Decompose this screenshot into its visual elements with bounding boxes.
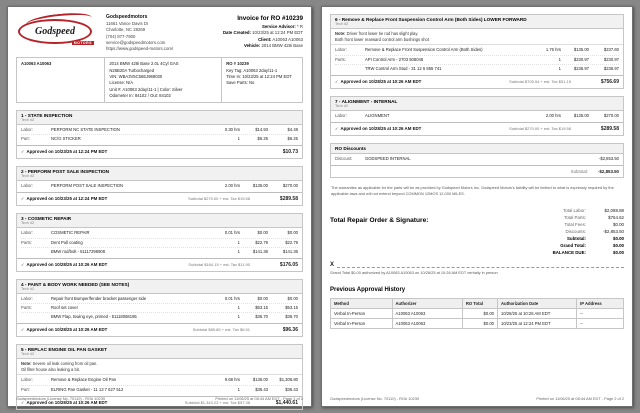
row-rate: $14.93 — [255, 127, 268, 133]
row-qty: 1 — [237, 136, 240, 142]
section-header — [331, 144, 623, 154]
footer-shop-info: Godspeedmotors (License No. 70110) - RO# 10239 — [330, 396, 420, 401]
approved-row — [331, 122, 623, 135]
info-ro-cell — [222, 58, 302, 102]
company-email: service@godspeedmotors.com — [106, 39, 166, 45]
note-line-2: Oil filter house also leaking a bit. — [21, 366, 80, 372]
row-desc: API Control Arm - 2703 508048 — [365, 56, 424, 62]
section-tech: Tech #2 — [335, 103, 349, 108]
total-parts-row — [504, 214, 624, 221]
total-value: $0.00 — [613, 242, 624, 248]
row-total: $36.43 — [285, 386, 298, 392]
row-desc: NC/G STICKER — [51, 136, 81, 142]
service-section-3 — [16, 213, 303, 271]
labor-row — [21, 182, 298, 190]
part-row — [21, 247, 298, 256]
row-rate: $135.00 — [252, 183, 268, 189]
vehicle-unit: Unit #: A10063 2day/11-1 | Color: Silver — [109, 86, 183, 92]
row-desc: BMW rod/bolt - 51117298908 — [51, 248, 106, 254]
total-value: $0.00 — [613, 221, 624, 227]
warranty-disclaimer: The warranties as applicable for the parts will be as provided by Godspeed Motors Inc. Godspeed Motors's liability will be limited to what is expressly required by the applicable laws and will not extend beyond COMMON 12MOS 12,000 MILES. — [331, 184, 614, 196]
ro-time-in: Time In: 10/23/25 at 12:24 PM EDT — [226, 73, 292, 79]
row-rate: $53.15 — [255, 304, 268, 310]
section-header — [17, 214, 302, 228]
subtotal-note: Subtotal $1,343.23 + est. Tax $97.38 — [184, 399, 250, 405]
part-row — [21, 134, 298, 143]
discounts-row — [504, 228, 624, 235]
service-section-4 — [16, 279, 303, 337]
row-qty: 1.76 hrs — [545, 47, 561, 53]
row-rate: $236.97 — [573, 65, 589, 71]
invoice-page-1 — [7, 6, 312, 407]
total-label: Grand Total: — [560, 242, 586, 248]
row-total: $0.00 — [287, 230, 298, 236]
check-icon: ✓ — [21, 149, 25, 155]
vehicle-desc: 2014 BMW 428i Base 2.0L 4Cyl GAS — [109, 61, 179, 67]
total-value: -$2,853.50 — [603, 228, 624, 234]
discount-subtotal-value: -$2,853.50 — [598, 168, 619, 174]
check-icon: ✓ — [21, 196, 25, 202]
row-rate: $22.79 — [255, 239, 268, 245]
section-header — [17, 280, 302, 294]
section-note — [17, 359, 302, 375]
row-desc: Dent Pull coating — [51, 239, 83, 245]
approved-row — [17, 145, 302, 158]
section-title: 2 - PERFORM POST SALE INSPECTION — [21, 169, 110, 175]
discount-subtotal-row — [331, 165, 623, 177]
ro-keytag: Key Tag: A10063 2day/11-1 — [226, 67, 278, 73]
total-value: $0.00 — [613, 235, 624, 241]
approval-history-header-row — [331, 298, 624, 308]
cell-ip: -- — [577, 308, 624, 318]
invoice-header — [16, 14, 303, 52]
discount-row — [335, 155, 619, 163]
row-rate: $135.00 — [573, 112, 589, 118]
section-total: $176.05 — [279, 261, 298, 268]
ro-info-grid — [16, 57, 303, 103]
date-created-label: Date Created: — [222, 30, 251, 36]
subtotal-row — [504, 235, 624, 242]
signature-x: X — [330, 261, 335, 268]
footer-shop-info: Godspeedmotors (License No. 70110) - RO# 10239 — [16, 396, 106, 401]
labor-row — [21, 295, 298, 303]
vehicle-engine: N26B20A Turbocharged — [109, 67, 155, 73]
approved-text: Approved on 10/28/25 at 10:26 AM EDT — [26, 399, 108, 405]
totals-title: Total Repair Order & Signature: — [330, 216, 429, 224]
approved-text: Approved on 10/28/25 at 10:26 AM EDT — [340, 125, 422, 131]
total-label: Discounts: — [565, 228, 586, 234]
info-vehicle-cell — [105, 58, 222, 102]
row-total: $36.70 — [285, 313, 298, 319]
cell-ro-total: $0.00 — [462, 318, 497, 328]
section-header — [331, 15, 623, 29]
row-qty: 1 — [237, 386, 240, 392]
row-qty: 9.68 hrs — [224, 377, 240, 383]
row-rate: $141.36 — [252, 248, 268, 254]
row-desc: Remove & Replace Front Suspension Control Arm (Both Sides) — [365, 47, 483, 53]
approval-history-row — [331, 318, 624, 328]
section-title: 3 - COSMETIC REPAIR — [21, 216, 72, 222]
row-kind: Part: — [21, 386, 30, 392]
authorization-note: Grand Total $0.00 authorized by A10063 A10063 on 10/28/25 at 10:26 AM EDT verbally in person — [330, 269, 498, 275]
part-row — [21, 238, 298, 247]
row-desc: ELRING Pan Gasket - 11 13 7 627 512 — [51, 386, 124, 392]
cell-method: Verbal In-Person — [331, 308, 393, 318]
godspeed-logo-icon — [16, 14, 100, 48]
row-desc: COSMETIC REPAIR — [51, 230, 90, 236]
section-total: $289.58 — [600, 125, 619, 132]
row-desc: Remove & Replace Engine Oil Pan — [51, 377, 117, 383]
section-tech: Tech #2 — [335, 22, 349, 26]
row-kind — [335, 66, 365, 72]
row-qty: 2.00 hrs — [545, 112, 561, 118]
total-value: $0.00 — [613, 249, 624, 255]
row-desc: PERFORM POST SALE INSPECTION — [51, 183, 124, 189]
total-label: BALANCE DUE: — [552, 249, 586, 255]
grand-total-row — [504, 242, 624, 249]
section-header — [17, 167, 302, 181]
row-total: $6.25 — [287, 136, 298, 142]
section-rows — [331, 45, 623, 74]
row-qty: 1 — [558, 65, 561, 71]
approval-history-title: Previous Approval History — [330, 286, 406, 293]
part-row — [21, 312, 298, 321]
total-label: Total Fees: — [564, 221, 586, 227]
row-kind: Labor: — [335, 112, 347, 118]
invoice-page-2 — [321, 6, 633, 407]
row-desc: BMW Flap, towing eye, primed - 51118068195 — [51, 313, 137, 319]
row-desc: Roof set cover — [51, 304, 78, 310]
row-total: $22.79 — [285, 239, 298, 245]
total-value: $764.62 — [608, 214, 624, 220]
section-header — [331, 97, 623, 111]
cell-ro-total: $0.00 — [462, 308, 497, 318]
section-total: $289.58 — [279, 196, 298, 203]
row-total: $270.00 — [603, 112, 619, 118]
row-desc: GODSPEED INTERNAL — [365, 155, 411, 161]
row-total: $237.60 — [603, 47, 619, 53]
company-address-2: Charlotte, NC 28269 — [106, 27, 146, 33]
row-rate: $0.00 — [257, 295, 268, 301]
labor-row — [335, 112, 619, 120]
row-total: $1,306.80 — [279, 377, 298, 383]
row-rate: $36.70 — [255, 313, 268, 319]
service-section-2 — [16, 166, 303, 206]
approved-text: Approved on 10/28/25 at 10:26 AM EDT — [340, 78, 422, 84]
approved-text: Approved on 10/28/25 at 10:26 AM EDT — [26, 261, 108, 267]
section-header — [17, 345, 302, 359]
approval-history-row — [331, 308, 624, 318]
company-address-1: 11661 Vance Davis Dr — [106, 21, 149, 27]
row-total: $236.97 — [603, 65, 619, 71]
approved-text: Approved on 10/28/25 at 10:26 AM EDT — [26, 326, 108, 332]
section-tech: Tech #2 — [21, 174, 35, 179]
row-desc: PERFORM NC STATE INSPECTION — [51, 127, 120, 133]
signature-dash-line — [337, 262, 624, 268]
total-fees-row — [504, 221, 624, 228]
part-row — [335, 64, 619, 73]
vehicle-vin: VIN: WBA3V5C56EJ969030 — [109, 73, 163, 79]
subtotal-note: Subtotal $164.15 + est. Tax $11.90 — [188, 261, 250, 267]
invoice-title: Invoice for RO #10239 — [237, 15, 303, 22]
section-total: $96.36 — [282, 326, 298, 333]
note-label: Note: — [21, 360, 32, 366]
row-rate: $0.00 — [257, 230, 268, 236]
cell-auth-date: 10/28/25 at 10:26 AM EDT — [497, 308, 576, 318]
total-label: Total Labor: — [563, 207, 586, 213]
section-note — [331, 29, 623, 45]
section-rows — [17, 181, 302, 192]
discounts-title: RO Discounts — [335, 145, 366, 151]
company-block — [100, 14, 205, 52]
row-total: $141.36 — [282, 248, 298, 254]
service-section-1 — [16, 110, 303, 159]
client-value: A10063 A10063 — [272, 36, 303, 42]
row-qty: 2.00 hrs — [224, 183, 240, 189]
service-section-7 — [330, 96, 624, 136]
row-rate: $230.97 — [573, 56, 589, 62]
row-kind — [21, 314, 51, 320]
totals-block — [330, 207, 624, 256]
subtotal-note: Subtotal $705.54 + est. Tax $51.15 — [509, 78, 571, 84]
invoice-meta-block — [205, 14, 304, 52]
company-phone: (704) 877-7900 — [106, 33, 136, 39]
part-row — [21, 385, 298, 394]
section-title: 4 - PAINT & BODY WORK NEEDED (SEE NOTES) — [21, 281, 130, 287]
part-row — [335, 55, 619, 64]
section-rows — [17, 228, 302, 257]
approved-text: Approved on 10/23/25 at 12:24 PM EDT — [26, 149, 108, 155]
page-footer — [330, 396, 624, 401]
row-total: $270.00 — [282, 183, 298, 189]
vehicle-line — [205, 43, 304, 49]
row-total: $4.48 — [287, 127, 298, 133]
row-kind: Parts: — [335, 56, 346, 62]
signature-line — [330, 262, 624, 268]
row-kind: Labor: — [21, 230, 33, 236]
row-kind: Labor: — [21, 377, 33, 383]
row-kind: Labor: — [21, 183, 33, 189]
vehicle-label: Vehicle: — [243, 42, 261, 48]
total-value: $2,088.88 — [604, 207, 624, 213]
info-client-cell: A10063 A10063 — [17, 58, 105, 102]
total-label: Subtotal: — [566, 235, 586, 241]
col-ip-address: IP Address — [577, 298, 624, 308]
col-method: Method — [331, 298, 393, 308]
row-desc: Repair front Bumper/fender bracket passenger side — [51, 295, 147, 301]
approval-history-table — [330, 298, 624, 329]
row-desc: TRW Control Arm Stud - 31 12 6 855 741 — [365, 65, 442, 71]
subtotal-note: Subtotal $270.00 + est. Tax $19.58 — [509, 125, 571, 131]
section-tech: Tech #2 — [21, 351, 35, 356]
section-tech: Tech #2 — [21, 221, 35, 226]
cell-ip: -- — [577, 318, 624, 328]
check-icon: ✓ — [21, 399, 25, 405]
ro-save-parts: Save Parts: No — [226, 80, 255, 86]
section-tech: Tech #2 — [21, 118, 35, 123]
row-qty: 1 — [237, 313, 240, 319]
row-qty: 1 — [558, 56, 561, 62]
section-tech: Tech #2 — [21, 286, 35, 291]
row-total: -$2,853.50 — [598, 155, 619, 161]
section-rows — [331, 154, 623, 165]
check-icon: ✓ — [21, 261, 25, 267]
labor-row — [21, 229, 298, 237]
discount-subtotal-label: Subtotal: — [570, 168, 588, 174]
cell-authorizer: A10063 A10063 — [392, 308, 462, 318]
row-rate: $36.43 — [255, 386, 268, 392]
row-desc: ALIGNMENT — [365, 112, 390, 118]
footer-printed-info: Printed on 11/06/25 at 08:44 AM EDT - Page 2 of 2 — [536, 396, 624, 401]
logo-subtitle: MOTORS — [73, 41, 92, 45]
check-icon: ✓ — [335, 125, 339, 131]
footer-printed-info: Printed on 11/06/25 at 08:44 AM EDT - Page 1 of 2 — [215, 396, 303, 401]
section-rows — [331, 111, 623, 122]
row-qty: 0.01 hrs — [224, 230, 240, 236]
row-rate: $6.25 — [257, 136, 268, 142]
balance-due-row — [504, 249, 624, 256]
section-rows — [17, 294, 302, 323]
totals-table — [504, 207, 624, 256]
company-website: https://www.godspeed-motors.com/ — [106, 46, 174, 52]
note-text: Severe oil leak coming from oil pan. — [32, 360, 98, 366]
row-qty: 1 — [237, 304, 240, 310]
part-row — [21, 303, 298, 312]
cell-authorizer: A10063 A10063 — [392, 318, 462, 328]
section-total: $756.69 — [600, 78, 619, 85]
note-label: Note: — [335, 31, 346, 36]
labor-row — [21, 376, 298, 384]
row-kind — [21, 249, 51, 255]
row-total: $230.97 — [603, 56, 619, 62]
row-total: $53.15 — [285, 304, 298, 310]
note-line-2: Both front lower rearward control arm bushings shot — [335, 36, 429, 42]
section-total: $1,440.61 — [275, 399, 298, 406]
row-qty: 1 — [237, 248, 240, 254]
row-kind: Labor: — [335, 47, 347, 53]
section-title: 7 - ALIGNMENT - INTERNAL — [335, 98, 398, 104]
col-auth-date: Authorization Date — [497, 298, 576, 308]
section-header — [17, 111, 302, 125]
row-kind: Labor: — [21, 127, 33, 133]
section-title: 1 - STATE INSPECTION — [21, 113, 73, 119]
approved-row — [17, 323, 302, 336]
section-title: 6 - Remove & Replace Front Suspension Control Arm (Both Sides) LOWER FORWARD — [335, 17, 527, 22]
section-title: 5 - REPLAC ENGINE OIL PAN GASKET — [21, 346, 108, 352]
note-text: Driver front lower tie rod has slight play. — [346, 31, 419, 36]
check-icon: ✓ — [335, 78, 339, 84]
service-advisor-label: Service Advisor: — [262, 24, 296, 30]
col-authorizer: Authorizer — [392, 298, 462, 308]
row-qty: 0.30 hrs — [224, 127, 240, 133]
total-labor-row — [504, 207, 624, 214]
ro-number: RO # 10239 — [226, 61, 249, 67]
logo-wordmark: Godspeed — [35, 26, 75, 37]
page-footer — [16, 396, 303, 401]
row-rate: $135.00 — [573, 47, 589, 53]
section-rows — [17, 375, 302, 395]
row-kind: Discount: — [335, 155, 353, 161]
service-section-6 — [330, 14, 624, 89]
row-qty: 1 — [237, 239, 240, 245]
section-rows — [17, 125, 302, 145]
approved-text: Approved on 10/23/25 at 12:24 PM EDT — [26, 196, 108, 202]
ro-discounts-section — [330, 143, 624, 178]
subtotal-note: Subtotal $270.00 + est. Tax $19.58 — [188, 196, 250, 202]
row-rate: $135.00 — [252, 377, 268, 383]
row-kind: Parts: — [21, 239, 32, 245]
row-kind: Labor: — [21, 295, 33, 301]
vehicle-value: 2014 BMW 428i Base — [261, 42, 303, 48]
date-created-value: 10/23/25 at 12:24 PM EDT — [252, 30, 303, 36]
check-icon: ✓ — [21, 326, 25, 332]
company-name: Godspeedmotors — [106, 14, 148, 20]
labor-row — [335, 46, 619, 54]
total-label: Total Parts: — [564, 214, 586, 220]
row-total: $0.00 — [287, 295, 298, 301]
service-advisor-value: * R — [297, 24, 303, 30]
cell-auth-date: 10/23/25 at 12:24 PM EDT — [497, 318, 576, 328]
section-total: $10.73 — [282, 149, 298, 156]
subtotal-note: Subtotal $89.85 + est. Tax $6.51 — [192, 326, 250, 332]
cell-method: Verbal In-Person — [331, 318, 393, 328]
row-kind: Part: — [21, 136, 30, 142]
vehicle-odometer: Odometer In: 84102 / Out: 84102 — [109, 92, 171, 98]
vehicle-license: License: N/A — [109, 80, 134, 86]
row-qty: 0.01 hrs — [224, 295, 240, 301]
row-kind: Parts: — [21, 304, 32, 310]
approved-row — [17, 192, 302, 205]
labor-row — [21, 126, 298, 134]
client-label: Client: — [258, 36, 272, 42]
approved-row — [331, 75, 623, 88]
approved-row — [17, 258, 302, 271]
col-ro-total: RO Total — [462, 298, 497, 308]
